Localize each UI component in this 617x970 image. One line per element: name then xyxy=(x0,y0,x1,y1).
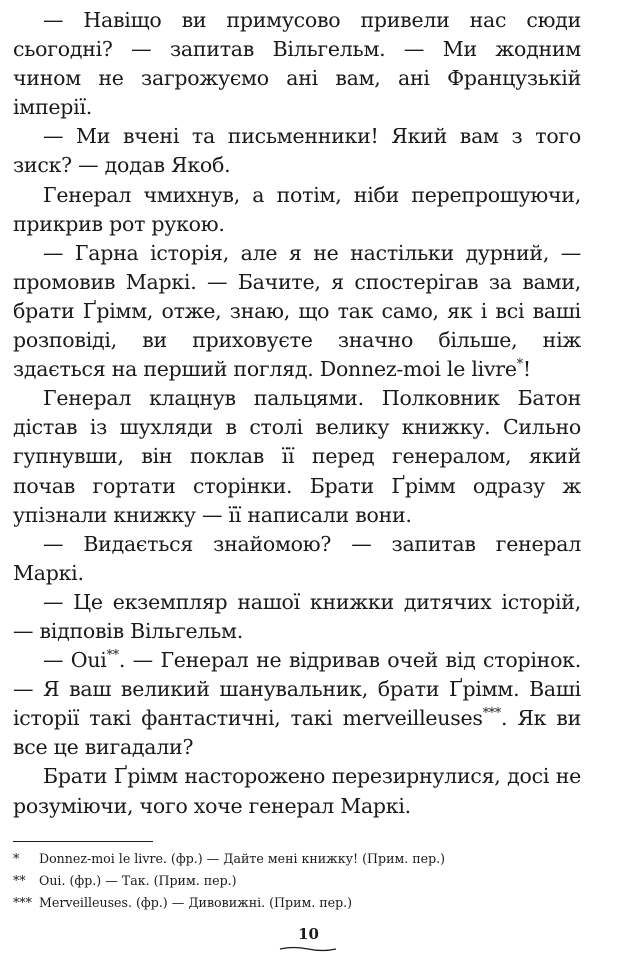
paragraph xyxy=(13,588,581,646)
footnotes xyxy=(13,848,581,914)
paragraph-text: — Це екземпляр нашої книжки дитячих історій, — відповів Вільгельм. xyxy=(13,589,581,643)
footnote-reference-2: ** xyxy=(106,647,119,663)
body-text xyxy=(13,6,581,821)
paragraph-text: — Навіщо ви примусово привели нас сюди сьогодні? — запитав Вільгельм. — Ми жодним чином не загрожуємо ані вам, ані Французькій імперії. xyxy=(13,8,581,120)
paragraph-text: . — Генерал не відривав очей від сторінок. — Я ваш великий шанувальник, брати Ґрімм. Ваші історії такі фантастичні, такі merveilleuses xyxy=(13,648,581,731)
paragraph-text: . Як ви все це вигадали? xyxy=(13,706,582,760)
footnote xyxy=(13,870,581,892)
paragraph xyxy=(13,239,581,384)
footnote-reference-3: *** xyxy=(482,705,501,721)
paragraph xyxy=(13,646,581,762)
footnote-text: Merveilleuses. (фр.) — Дивовижні. (Прим. пер.) xyxy=(39,895,353,910)
footnote-mark: ** xyxy=(13,873,26,888)
paragraph-text: Брати Ґрімм насторожено перезирнулися, досі не розуміючи, чого хоче генерал Маркі. xyxy=(13,764,581,818)
footnote xyxy=(13,892,581,914)
footnote-text: Donnez-moi le livre. (фр.) — Дайте мені книжку! (Прим. пер.) xyxy=(39,851,446,866)
footnote-reference-1: * xyxy=(516,356,523,372)
paragraph-text: Генерал чмихнув, а потім, ніби перепрошуючи, прикрив рот рукою. xyxy=(13,182,581,236)
footnote xyxy=(13,848,581,870)
paragraph xyxy=(13,384,581,529)
page-number-ornament-icon xyxy=(278,945,338,953)
paragraph xyxy=(13,6,581,122)
page-number: 10 xyxy=(298,925,319,943)
paragraph xyxy=(13,181,581,239)
paragraph-text: Генерал клацнув пальцями. Полковник Батон дістав із шухляди в столі велику книжку. Сильно гупнувши, він поклав її перед генералом, який почав гортати сторінки. Брати Ґрімм одразу ж упізнали книжку — її написали вони. xyxy=(13,386,581,527)
footnote-mark: * xyxy=(13,851,20,866)
footnote-text: Oui. (фр.) — Так. (Прим. пер.) xyxy=(39,873,237,888)
paragraph-text: — Oui xyxy=(43,648,107,673)
paragraph-text: — Ми вчені та письменники! Який вам з того зиск? — додав Якоб. xyxy=(13,124,581,178)
paragraph-end-punctuation: ! xyxy=(522,357,531,382)
footnote-divider xyxy=(13,841,153,842)
paragraph xyxy=(13,122,581,180)
paragraph xyxy=(13,762,581,820)
paragraph xyxy=(13,530,581,588)
paragraph-text: — Гарна історія, але я не настільки дурний, — промовив Маркі. — Бачите, я спостерігав за вами, брати Ґрімм, отже, знаю, що так само, як і всі ваші розповіді, ви приховуєте значно більше, ніж здається на перший погляд. Donnez-moi le livre xyxy=(13,240,581,382)
paragraph-text: — Видається знайомою? — запитав генерал Маркі. xyxy=(13,531,581,585)
footnote-mark: *** xyxy=(13,895,32,910)
